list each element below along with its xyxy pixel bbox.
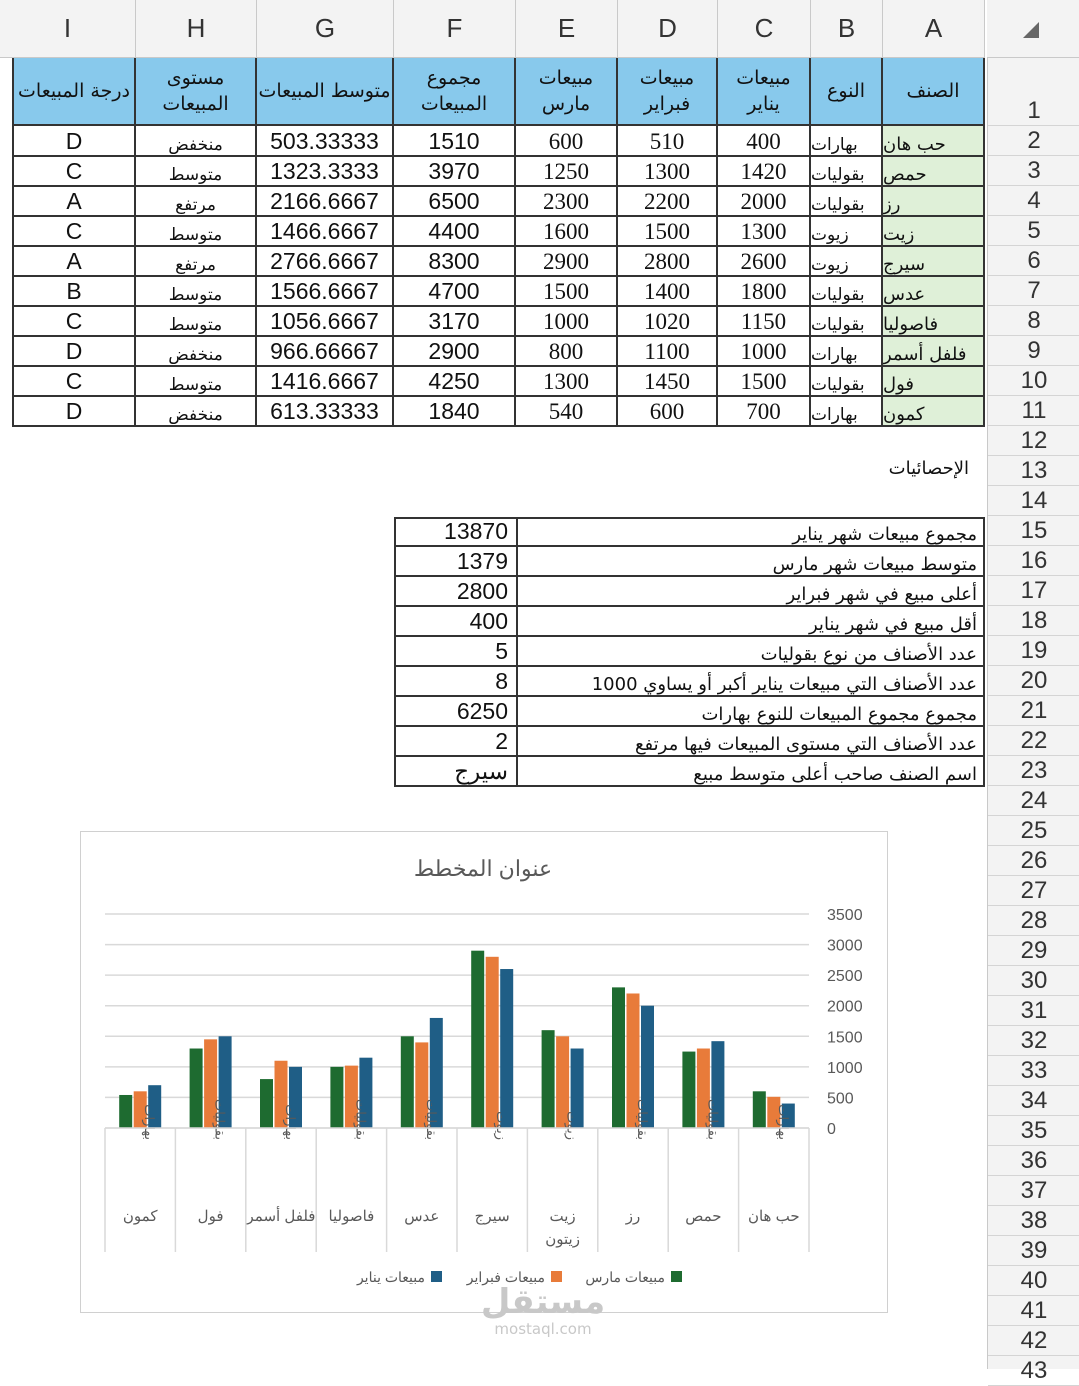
row-headers bbox=[987, 58, 1079, 1384]
cell-level[interactable]: منخفض bbox=[136, 337, 257, 367]
y-tick-label: 3500 bbox=[827, 907, 863, 924]
cell-type[interactable]: بقوليات bbox=[811, 187, 883, 217]
cell-total[interactable]: 4400 bbox=[394, 217, 516, 247]
column-header-B[interactable]: B bbox=[811, 0, 883, 58]
cell-feb[interactable]: 600 bbox=[618, 397, 718, 427]
cell-feb[interactable]: 1300 bbox=[618, 157, 718, 187]
cell-type[interactable]: بهارات bbox=[811, 126, 883, 157]
row-header-43[interactable]: 43 bbox=[988, 1356, 1079, 1386]
category-type-label: بقوليات bbox=[212, 1099, 228, 1140]
y-tick-label: 0 bbox=[827, 1121, 836, 1138]
stat-label[interactable]: عدد الأصناف التي مبيعات يناير أكبر أو يساوي 1000 bbox=[518, 667, 985, 697]
row-header-20[interactable]: 20 bbox=[988, 666, 1079, 696]
row-header-8[interactable]: 8 bbox=[988, 306, 1079, 336]
cell-avg[interactable]: 503.33333 bbox=[257, 126, 394, 157]
bar-mar bbox=[260, 1079, 273, 1128]
stat-label[interactable]: أقل مبيع في شهر يناير bbox=[518, 607, 985, 637]
stat-value[interactable]: سيرج bbox=[394, 757, 518, 787]
row-header-23[interactable]: 23 bbox=[988, 756, 1079, 786]
cell-grade[interactable]: D bbox=[12, 126, 136, 157]
cell-avg[interactable]: 2166.6667 bbox=[257, 187, 394, 217]
header-mar[interactable]: مبيعات مارس bbox=[516, 58, 618, 126]
cell-feb[interactable]: 510 bbox=[618, 126, 718, 157]
cell-feb[interactable]: 1500 bbox=[618, 217, 718, 247]
row-header-17[interactable]: 17 bbox=[988, 576, 1079, 606]
bar-mar bbox=[330, 1067, 343, 1128]
cell-jan[interactable]: 1800 bbox=[718, 277, 811, 307]
cell-grade[interactable]: C bbox=[12, 307, 136, 337]
column-header-E[interactable]: E bbox=[516, 0, 618, 58]
stat-label[interactable]: مجموع مجموع المبيعات للنوع بهارات bbox=[518, 697, 985, 727]
column-header-D[interactable]: D bbox=[618, 0, 718, 58]
row-header-15[interactable]: 15 bbox=[988, 516, 1079, 546]
cell-level[interactable]: مرتفع bbox=[136, 187, 257, 217]
cell-level[interactable]: منخفض bbox=[136, 126, 257, 157]
cell-jan[interactable]: 1300 bbox=[718, 217, 811, 247]
bar-mar bbox=[401, 1036, 414, 1128]
header-avg[interactable]: متوسط المبيعات bbox=[257, 58, 394, 126]
stats-title: الإحصائيات bbox=[888, 458, 969, 479]
cell-name[interactable]: سيرج bbox=[883, 247, 985, 277]
cell-type[interactable]: بقوليات bbox=[811, 367, 883, 397]
row-header-12[interactable]: 12 bbox=[988, 426, 1079, 456]
row-header-10[interactable]: 10 bbox=[988, 366, 1079, 396]
row-header-24[interactable]: 24 bbox=[988, 786, 1079, 816]
cell-mar[interactable]: 1500 bbox=[516, 277, 618, 307]
cell-mar[interactable]: 1600 bbox=[516, 217, 618, 247]
legend-label: مبيعات يناير bbox=[356, 1269, 425, 1285]
cell-type[interactable]: زيوت bbox=[811, 247, 883, 277]
row-header-41[interactable]: 41 bbox=[988, 1296, 1079, 1326]
cell-jan[interactable]: 2000 bbox=[718, 187, 811, 217]
cell-name[interactable]: فول bbox=[883, 367, 985, 397]
category-type-label: زيوت bbox=[494, 1111, 510, 1140]
cell-name[interactable]: حمص bbox=[883, 157, 985, 187]
cell-level[interactable]: متوسط bbox=[136, 157, 257, 187]
bar-mar bbox=[190, 1049, 203, 1128]
cell-level[interactable]: متوسط bbox=[136, 307, 257, 337]
cell-type[interactable]: بقوليات bbox=[811, 307, 883, 337]
chart-title: عنوان المخطط bbox=[413, 856, 553, 881]
row-header-5[interactable]: 5 bbox=[988, 216, 1079, 246]
cell-grade[interactable]: A bbox=[12, 187, 136, 217]
cell-mar[interactable]: 1300 bbox=[516, 367, 618, 397]
cell-mar[interactable]: 2900 bbox=[516, 247, 618, 277]
cell-feb[interactable]: 1400 bbox=[618, 277, 718, 307]
cell-total[interactable]: 2900 bbox=[394, 337, 516, 367]
cell-mar[interactable]: 1250 bbox=[516, 157, 618, 187]
bar-mar bbox=[682, 1052, 695, 1128]
row-header-18[interactable]: 18 bbox=[988, 606, 1079, 636]
row-header-6[interactable]: 6 bbox=[988, 246, 1079, 276]
stat-value[interactable]: 8 bbox=[394, 667, 518, 697]
row-header-16[interactable]: 16 bbox=[988, 546, 1079, 576]
cell-level[interactable]: متوسط bbox=[136, 367, 257, 397]
category-type-label: بقوليات bbox=[423, 1099, 439, 1140]
cell-type[interactable]: زيوت bbox=[811, 217, 883, 247]
category-name-label: حب هان bbox=[747, 1208, 800, 1225]
category-name-label: فاصوليا bbox=[328, 1208, 375, 1225]
cell-total[interactable]: 1510 bbox=[394, 126, 516, 157]
row-header-19[interactable]: 19 bbox=[988, 636, 1079, 666]
stat-value[interactable]: 1379 bbox=[394, 547, 518, 577]
stat-value[interactable]: 5 bbox=[394, 637, 518, 667]
row-header-26[interactable]: 26 bbox=[988, 846, 1079, 876]
row-header-11[interactable]: 11 bbox=[988, 396, 1079, 426]
cell-feb[interactable]: 1020 bbox=[618, 307, 718, 337]
watermark-logo bbox=[478, 1283, 608, 1337]
cell-jan[interactable]: 2600 bbox=[718, 247, 811, 277]
cell-grade[interactable]: B bbox=[12, 277, 136, 307]
cell-total[interactable]: 1840 bbox=[394, 397, 516, 427]
category-type-label: بهارات bbox=[775, 1104, 791, 1140]
bar-mar bbox=[471, 951, 484, 1128]
column-header-A[interactable]: A bbox=[883, 0, 985, 58]
cell-level[interactable]: متوسط bbox=[136, 217, 257, 247]
bar-jan bbox=[500, 969, 513, 1128]
y-tick-label: 3000 bbox=[827, 937, 863, 955]
cell-mar[interactable]: 600 bbox=[516, 126, 618, 157]
row-header-32[interactable]: 32 bbox=[988, 1026, 1079, 1056]
cell-jan[interactable]: 400 bbox=[718, 126, 811, 157]
legend-label: مبيعات فبراير bbox=[466, 1269, 545, 1285]
row-header-7[interactable]: 7 bbox=[988, 276, 1079, 306]
row-header-34[interactable]: 34 bbox=[988, 1086, 1079, 1116]
cell-total[interactable]: 4700 bbox=[394, 277, 516, 307]
bar-mar bbox=[119, 1095, 132, 1128]
category-type-label: بقوليات bbox=[353, 1099, 369, 1140]
cell-avg[interactable]: 1416.6667 bbox=[257, 367, 394, 397]
cell-feb[interactable]: 1100 bbox=[618, 337, 718, 367]
row-header-14[interactable]: 14 bbox=[988, 486, 1079, 516]
category-type-label: بقوليات bbox=[635, 1099, 650, 1140]
row-header-2[interactable]: 2 bbox=[988, 126, 1079, 156]
bar-chart[interactable] bbox=[80, 831, 888, 1313]
category-name-label: عدس bbox=[404, 1208, 440, 1225]
bar-mar bbox=[753, 1091, 766, 1128]
header-feb[interactable]: مبيعات فبراير bbox=[618, 58, 718, 126]
cell-level[interactable]: منخفض bbox=[136, 397, 257, 427]
category-type-label: بهارات bbox=[283, 1104, 298, 1140]
cell-mar[interactable]: 1000 bbox=[516, 307, 618, 337]
select-all-icon bbox=[1023, 22, 1039, 38]
stat-value[interactable]: 2800 bbox=[394, 577, 518, 607]
row-header-21[interactable]: 21 bbox=[988, 696, 1079, 726]
row-header-4[interactable]: 4 bbox=[988, 186, 1079, 216]
cell-jan[interactable]: 700 bbox=[718, 397, 811, 427]
cell-total[interactable]: 3970 bbox=[394, 157, 516, 187]
cell-jan[interactable]: 1000 bbox=[718, 337, 811, 367]
category-name-label: كمون bbox=[122, 1208, 158, 1225]
stat-label[interactable]: متوسط مبيعات شهر مارس bbox=[518, 547, 985, 577]
watermark-main: مستقل bbox=[480, 1282, 606, 1322]
cell-feb[interactable]: 2800 bbox=[618, 247, 718, 277]
stat-label[interactable]: اسم الصنف صاحب أعلى متوسط مبيع bbox=[518, 757, 985, 787]
row-header-22[interactable]: 22 bbox=[988, 726, 1079, 756]
category-name-label: زيتون bbox=[545, 1231, 580, 1248]
cell-mar[interactable]: 800 bbox=[516, 337, 618, 367]
cell-level[interactable]: متوسط bbox=[136, 277, 257, 307]
row-header-35[interactable]: 35 bbox=[988, 1116, 1079, 1146]
header-level[interactable]: مستوى المبيعات bbox=[136, 58, 257, 126]
row-header-30[interactable]: 30 bbox=[988, 966, 1079, 996]
column-header-F[interactable]: F bbox=[394, 0, 516, 58]
cell-name[interactable]: فلفل أسمر bbox=[883, 337, 985, 367]
chart-svg bbox=[81, 832, 886, 1311]
category-name-label: حمص bbox=[685, 1208, 722, 1225]
y-tick-label: 2000 bbox=[827, 998, 863, 1016]
cell-total[interactable]: 6500 bbox=[394, 187, 516, 217]
cell-level[interactable]: مرتفع bbox=[136, 247, 257, 277]
category-name-label: فلفل أسمر bbox=[246, 1208, 316, 1225]
cell-type[interactable]: بهارات bbox=[811, 337, 883, 367]
y-tick-label: 1000 bbox=[827, 1059, 863, 1077]
cell-grade[interactable]: C bbox=[12, 367, 136, 397]
cell-name[interactable]: فاصوليا bbox=[883, 307, 985, 337]
cell-jan[interactable]: 1500 bbox=[718, 367, 811, 397]
column-header-C[interactable]: C bbox=[718, 0, 811, 58]
row-header-25[interactable]: 25 bbox=[988, 816, 1079, 846]
row-header-28[interactable]: 28 bbox=[988, 906, 1079, 936]
category-name-label: فول bbox=[197, 1208, 224, 1225]
row-header-33[interactable]: 33 bbox=[988, 1056, 1079, 1086]
row-header-29[interactable]: 29 bbox=[988, 936, 1079, 966]
category-type-label: بقوليات bbox=[705, 1099, 721, 1140]
cell-avg[interactable]: 1323.3333 bbox=[257, 157, 394, 187]
category-name-label: سيرج bbox=[474, 1208, 510, 1225]
y-tick-label: 2500 bbox=[827, 968, 863, 986]
cell-type[interactable]: بهارات bbox=[811, 397, 883, 427]
category-type-label: بهارات bbox=[142, 1104, 158, 1140]
row-header-9[interactable]: 9 bbox=[988, 336, 1079, 366]
cell-type[interactable]: بقوليات bbox=[811, 277, 883, 307]
category-name-label: زيت bbox=[549, 1208, 576, 1225]
row-header-3[interactable]: 3 bbox=[988, 156, 1079, 186]
y-tick-label: 500 bbox=[827, 1090, 854, 1108]
cell-name[interactable]: حب هان bbox=[883, 126, 985, 157]
cell-mar[interactable]: 2300 bbox=[516, 187, 618, 217]
cell-feb[interactable]: 1450 bbox=[618, 367, 718, 397]
cell-avg[interactable]: 613.33333 bbox=[257, 397, 394, 427]
header-total[interactable]: مجموع المبيعات bbox=[394, 58, 516, 126]
row-header-13[interactable]: 13 bbox=[988, 456, 1079, 486]
category-name-label: رز bbox=[625, 1208, 641, 1225]
row-header-40[interactable]: 40 bbox=[988, 1266, 1079, 1296]
cell-avg[interactable]: 966.66667 bbox=[257, 337, 394, 367]
row-header-31[interactable]: 31 bbox=[988, 996, 1079, 1026]
header-name[interactable]: الصنف bbox=[883, 58, 985, 126]
row-header-1[interactable]: 1 bbox=[988, 58, 1079, 126]
header-grade[interactable]: درجة المبيعات bbox=[12, 58, 136, 126]
row-header-39[interactable]: 39 bbox=[988, 1236, 1079, 1266]
stat-label[interactable]: مجموع مبيعات شهر يناير bbox=[518, 517, 985, 547]
cell-avg[interactable]: 1056.6667 bbox=[257, 307, 394, 337]
header-jan[interactable]: مبيعات يناير bbox=[718, 58, 811, 126]
cell-avg[interactable]: 1466.6667 bbox=[257, 217, 394, 247]
column-header-G[interactable]: G bbox=[257, 0, 394, 58]
cell-type[interactable]: بقوليات bbox=[811, 157, 883, 187]
cell-grade[interactable]: C bbox=[12, 217, 136, 247]
cell-avg[interactable]: 1566.6667 bbox=[257, 277, 394, 307]
stat-value[interactable]: 2 bbox=[394, 727, 518, 757]
row-header-36[interactable]: 36 bbox=[988, 1146, 1079, 1176]
stat-value[interactable]: 13870 bbox=[394, 517, 518, 547]
legend-swatch bbox=[671, 1271, 682, 1282]
cell-avg[interactable]: 2766.6667 bbox=[257, 247, 394, 277]
column-header-H[interactable]: H bbox=[136, 0, 257, 58]
cell-total[interactable]: 3170 bbox=[394, 307, 516, 337]
stat-label[interactable]: عدد الأصناف التي مستوى المبيعات فيها مرتفع bbox=[518, 727, 985, 757]
row-header-38[interactable]: 38 bbox=[988, 1206, 1079, 1236]
cell-total[interactable]: 4250 bbox=[394, 367, 516, 397]
row-header-27[interactable]: 27 bbox=[988, 876, 1079, 906]
legend-swatch bbox=[431, 1271, 442, 1282]
cell-jan[interactable]: 1420 bbox=[718, 157, 811, 187]
cell-name[interactable]: زيت bbox=[883, 217, 985, 247]
cell-grade[interactable]: D bbox=[12, 337, 136, 367]
header-type[interactable]: النوع bbox=[811, 58, 883, 126]
column-header-I[interactable]: I bbox=[0, 0, 136, 58]
cell-jan[interactable]: 1150 bbox=[718, 307, 811, 337]
cell-name[interactable]: عدس bbox=[883, 277, 985, 307]
y-tick-label: 1500 bbox=[827, 1029, 863, 1047]
bar-feb bbox=[486, 957, 499, 1128]
cell-total[interactable]: 8300 bbox=[394, 247, 516, 277]
cell-name[interactable]: رز bbox=[883, 187, 985, 217]
cell-mar[interactable]: 540 bbox=[516, 397, 618, 427]
stat-label[interactable]: عدد الأصناف من نوع بقوليات bbox=[518, 637, 985, 667]
bar-mar bbox=[542, 1030, 555, 1128]
cell-grade[interactable]: A bbox=[12, 247, 136, 277]
stat-value[interactable]: 6250 bbox=[394, 697, 518, 727]
category-type-label: زيوت bbox=[564, 1111, 580, 1140]
stat-label[interactable]: أعلى مبيع في شهر فبراير bbox=[518, 577, 985, 607]
legend-swatch bbox=[551, 1271, 562, 1282]
row-header-42[interactable]: 42 bbox=[988, 1326, 1079, 1356]
bar-mar bbox=[612, 987, 625, 1128]
cell-name[interactable]: كمون bbox=[883, 397, 985, 427]
legend-label: مبيعات مارس bbox=[585, 1269, 665, 1285]
select-all-corner[interactable] bbox=[987, 0, 1079, 58]
cell-grade[interactable]: C bbox=[12, 157, 136, 187]
cell-grade[interactable]: D bbox=[12, 397, 136, 427]
cell-feb[interactable]: 2200 bbox=[618, 187, 718, 217]
watermark-sub: mostaql.com bbox=[494, 1320, 592, 1338]
row-header-37[interactable]: 37 bbox=[988, 1176, 1079, 1206]
stat-value[interactable]: 400 bbox=[394, 607, 518, 637]
